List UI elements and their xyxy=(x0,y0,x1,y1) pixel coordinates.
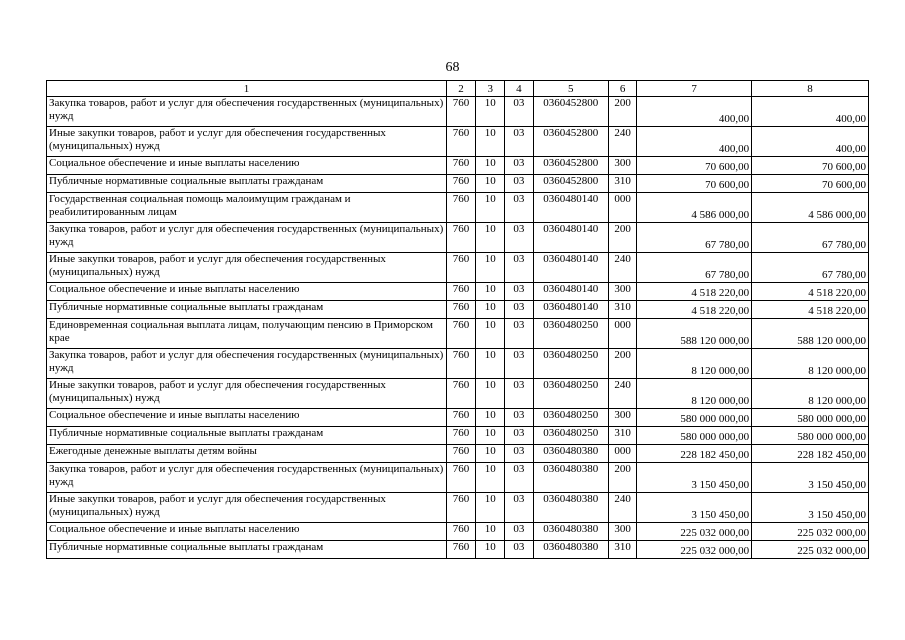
row-subsection-cell: 10 xyxy=(476,223,505,253)
row-section-cell: 760 xyxy=(446,193,475,223)
row-target-cell: 0360480380 xyxy=(533,493,609,523)
row-amount-col8-cell: 70 600,00 xyxy=(752,157,869,175)
row-type-cell: 000 xyxy=(609,319,637,349)
row-amount-col7-cell: 4 518 220,00 xyxy=(637,301,752,319)
table-row xyxy=(47,493,869,523)
row-section-cell: 760 xyxy=(446,379,475,409)
row-subsection-cell: 10 xyxy=(476,409,505,427)
row-code-cell: 03 xyxy=(505,319,533,349)
row-subsection-cell: 10 xyxy=(476,523,505,541)
row-name-cell: Социальное обеспечение и иные выплаты населению xyxy=(47,523,447,541)
row-target-cell: 0360480140 xyxy=(533,253,609,283)
row-section-cell: 760 xyxy=(446,523,475,541)
row-amount-col7-cell: 400,00 xyxy=(637,97,752,127)
header-col-7: 7 xyxy=(637,81,752,97)
row-name-cell: Государственная социальная помощь малоимущим гражданам и реабилитированным лицам xyxy=(47,193,447,223)
header-col-8: 8 xyxy=(752,81,869,97)
table-row xyxy=(47,253,869,283)
row-name-cell: Социальное обеспечение и иные выплаты населению xyxy=(47,409,447,427)
row-code-cell: 03 xyxy=(505,97,533,127)
row-amount-col7-cell: 70 600,00 xyxy=(637,157,752,175)
row-name-cell: Закупка товаров, работ и услуг для обеспечения государственных (муниципальных) нужд xyxy=(47,463,447,493)
row-target-cell: 0360452800 xyxy=(533,97,609,127)
row-amount-col7-cell: 588 120 000,00 xyxy=(637,319,752,349)
table-row xyxy=(47,427,869,445)
row-subsection-cell: 10 xyxy=(476,541,505,559)
row-name-cell: Публичные нормативные социальные выплаты гражданам xyxy=(47,541,447,559)
row-amount-col8-cell: 4 518 220,00 xyxy=(752,301,869,319)
row-amount-col7-cell: 225 032 000,00 xyxy=(637,523,752,541)
row-subsection-cell: 10 xyxy=(476,463,505,493)
row-code-cell: 03 xyxy=(505,223,533,253)
row-amount-col7-cell: 8 120 000,00 xyxy=(637,379,752,409)
row-amount-col8-cell: 588 120 000,00 xyxy=(752,319,869,349)
row-section-cell: 760 xyxy=(446,301,475,319)
row-amount-col8-cell: 3 150 450,00 xyxy=(752,463,869,493)
row-subsection-cell: 10 xyxy=(476,97,505,127)
row-target-cell: 0360480250 xyxy=(533,349,609,379)
table-body xyxy=(47,97,869,559)
row-amount-col7-cell: 67 780,00 xyxy=(637,253,752,283)
row-code-cell: 03 xyxy=(505,445,533,463)
row-amount-col8-cell: 67 780,00 xyxy=(752,253,869,283)
table-row xyxy=(47,409,869,427)
row-type-cell: 310 xyxy=(609,541,637,559)
row-amount-col7-cell: 4 518 220,00 xyxy=(637,283,752,301)
row-code-cell: 03 xyxy=(505,175,533,193)
row-section-cell: 760 xyxy=(446,427,475,445)
row-subsection-cell: 10 xyxy=(476,319,505,349)
table-row xyxy=(47,523,869,541)
row-type-cell: 200 xyxy=(609,223,637,253)
header-col-2: 2 xyxy=(446,81,475,97)
row-target-cell: 0360480250 xyxy=(533,379,609,409)
table-row xyxy=(47,175,869,193)
row-subsection-cell: 10 xyxy=(476,283,505,301)
table-row xyxy=(47,301,869,319)
row-code-cell: 03 xyxy=(505,283,533,301)
row-amount-col8-cell: 8 120 000,00 xyxy=(752,379,869,409)
row-section-cell: 760 xyxy=(446,97,475,127)
row-subsection-cell: 10 xyxy=(476,175,505,193)
row-type-cell: 000 xyxy=(609,193,637,223)
row-code-cell: 03 xyxy=(505,493,533,523)
row-code-cell: 03 xyxy=(505,523,533,541)
row-name-cell: Социальное обеспечение и иные выплаты населению xyxy=(47,157,447,175)
row-target-cell: 0360480380 xyxy=(533,445,609,463)
table-row xyxy=(47,127,869,157)
row-amount-col7-cell: 3 150 450,00 xyxy=(637,493,752,523)
table-row xyxy=(47,97,869,127)
row-amount-col7-cell: 580 000 000,00 xyxy=(637,427,752,445)
row-amount-col8-cell: 400,00 xyxy=(752,97,869,127)
header-row xyxy=(47,81,869,97)
row-name-cell: Публичные нормативные социальные выплаты гражданам xyxy=(47,427,447,445)
row-subsection-cell: 10 xyxy=(476,253,505,283)
row-name-cell: Иные закупки товаров, работ и услуг для обеспечения государственных (муниципальных) нужд xyxy=(47,493,447,523)
table-row xyxy=(47,349,869,379)
row-section-cell: 760 xyxy=(446,445,475,463)
row-section-cell: 760 xyxy=(446,463,475,493)
row-amount-col8-cell: 67 780,00 xyxy=(752,223,869,253)
row-subsection-cell: 10 xyxy=(476,193,505,223)
row-target-cell: 0360480140 xyxy=(533,283,609,301)
page-number: 68 xyxy=(445,60,460,75)
row-section-cell: 760 xyxy=(446,409,475,427)
row-amount-col7-cell: 228 182 450,00 xyxy=(637,445,752,463)
row-target-cell: 0360480140 xyxy=(533,223,609,253)
row-amount-col7-cell: 4 586 000,00 xyxy=(637,193,752,223)
row-type-cell: 300 xyxy=(609,157,637,175)
row-code-cell: 03 xyxy=(505,409,533,427)
row-name-cell: Иные закупки товаров, работ и услуг для обеспечения государственных (муниципальных) нужд xyxy=(47,253,447,283)
row-target-cell: 0360480380 xyxy=(533,463,609,493)
row-target-cell: 0360480380 xyxy=(533,523,609,541)
table-row xyxy=(47,379,869,409)
header-col-1: 1 xyxy=(47,81,447,97)
header-col-5: 5 xyxy=(533,81,609,97)
row-type-cell: 310 xyxy=(609,427,637,445)
table-row xyxy=(47,445,869,463)
row-type-cell: 200 xyxy=(609,97,637,127)
row-section-cell: 760 xyxy=(446,493,475,523)
row-type-cell: 240 xyxy=(609,493,637,523)
table-row xyxy=(47,193,869,223)
row-subsection-cell: 10 xyxy=(476,349,505,379)
budget-table xyxy=(46,80,869,559)
row-section-cell: 760 xyxy=(446,223,475,253)
row-amount-col8-cell: 3 150 450,00 xyxy=(752,493,869,523)
row-amount-col7-cell: 67 780,00 xyxy=(637,223,752,253)
row-amount-col7-cell: 3 150 450,00 xyxy=(637,463,752,493)
row-section-cell: 760 xyxy=(446,127,475,157)
row-code-cell: 03 xyxy=(505,301,533,319)
row-name-cell: Публичные нормативные социальные выплаты гражданам xyxy=(47,301,447,319)
row-amount-col8-cell: 580 000 000,00 xyxy=(752,409,869,427)
table-row xyxy=(47,319,869,349)
row-subsection-cell: 10 xyxy=(476,445,505,463)
row-type-cell: 200 xyxy=(609,349,637,379)
row-type-cell: 310 xyxy=(609,175,637,193)
row-name-cell: Закупка товаров, работ и услуг для обеспечения государственных (муниципальных) нужд xyxy=(47,223,447,253)
row-amount-col8-cell: 70 600,00 xyxy=(752,175,869,193)
row-type-cell: 310 xyxy=(609,301,637,319)
row-amount-col8-cell: 4 586 000,00 xyxy=(752,193,869,223)
row-subsection-cell: 10 xyxy=(476,493,505,523)
table-header xyxy=(47,81,869,97)
row-target-cell: 0360480250 xyxy=(533,427,609,445)
row-code-cell: 03 xyxy=(505,253,533,283)
row-name-cell: Единовременная социальная выплата лицам, получающим пенсию в Приморском крае xyxy=(47,319,447,349)
row-target-cell: 0360452800 xyxy=(533,127,609,157)
row-code-cell: 03 xyxy=(505,427,533,445)
row-name-cell: Ежегодные денежные выплаты детям войны xyxy=(47,445,447,463)
row-amount-col7-cell: 225 032 000,00 xyxy=(637,541,752,559)
row-code-cell: 03 xyxy=(505,193,533,223)
row-subsection-cell: 10 xyxy=(476,379,505,409)
row-name-cell: Закупка товаров, работ и услуг для обеспечения государственных (муниципальных) нужд xyxy=(47,349,447,379)
row-amount-col8-cell: 8 120 000,00 xyxy=(752,349,869,379)
row-type-cell: 200 xyxy=(609,463,637,493)
row-type-cell: 300 xyxy=(609,409,637,427)
row-target-cell: 0360480140 xyxy=(533,301,609,319)
table-row xyxy=(47,157,869,175)
row-name-cell: Публичные нормативные социальные выплаты гражданам xyxy=(47,175,447,193)
row-name-cell: Иные закупки товаров, работ и услуг для обеспечения государственных (муниципальных) нужд xyxy=(47,127,447,157)
row-amount-col7-cell: 8 120 000,00 xyxy=(637,349,752,379)
row-section-cell: 760 xyxy=(446,319,475,349)
row-target-cell: 0360480250 xyxy=(533,319,609,349)
header-col-4: 4 xyxy=(505,81,533,97)
header-col-6: 6 xyxy=(609,81,637,97)
row-amount-col8-cell: 225 032 000,00 xyxy=(752,523,869,541)
row-section-cell: 760 xyxy=(446,253,475,283)
row-section-cell: 760 xyxy=(446,175,475,193)
row-section-cell: 760 xyxy=(446,349,475,379)
row-amount-col8-cell: 580 000 000,00 xyxy=(752,427,869,445)
row-target-cell: 0360480380 xyxy=(533,541,609,559)
row-name-cell: Иные закупки товаров, работ и услуг для обеспечения государственных (муниципальных) нужд xyxy=(47,379,447,409)
row-name-cell: Закупка товаров, работ и услуг для обеспечения государственных (муниципальных) нужд xyxy=(47,97,447,127)
row-type-cell: 300 xyxy=(609,283,637,301)
row-subsection-cell: 10 xyxy=(476,301,505,319)
row-section-cell: 760 xyxy=(446,541,475,559)
row-target-cell: 0360452800 xyxy=(533,175,609,193)
table-row xyxy=(47,283,869,301)
row-section-cell: 760 xyxy=(446,283,475,301)
row-code-cell: 03 xyxy=(505,379,533,409)
row-amount-col7-cell: 580 000 000,00 xyxy=(637,409,752,427)
row-type-cell: 240 xyxy=(609,127,637,157)
row-code-cell: 03 xyxy=(505,541,533,559)
row-target-cell: 0360480140 xyxy=(533,193,609,223)
row-code-cell: 03 xyxy=(505,463,533,493)
row-amount-col8-cell: 4 518 220,00 xyxy=(752,283,869,301)
row-section-cell: 760 xyxy=(446,157,475,175)
row-subsection-cell: 10 xyxy=(476,127,505,157)
row-subsection-cell: 10 xyxy=(476,157,505,175)
row-target-cell: 0360480250 xyxy=(533,409,609,427)
row-code-cell: 03 xyxy=(505,349,533,379)
table-row xyxy=(47,463,869,493)
row-code-cell: 03 xyxy=(505,127,533,157)
header-col-3: 3 xyxy=(476,81,505,97)
row-amount-col7-cell: 70 600,00 xyxy=(637,175,752,193)
row-amount-col8-cell: 228 182 450,00 xyxy=(752,445,869,463)
row-amount-col8-cell: 400,00 xyxy=(752,127,869,157)
row-name-cell: Социальное обеспечение и иные выплаты населению xyxy=(47,283,447,301)
table-row xyxy=(47,541,869,559)
row-type-cell: 240 xyxy=(609,253,637,283)
row-target-cell: 0360452800 xyxy=(533,157,609,175)
row-code-cell: 03 xyxy=(505,157,533,175)
row-type-cell: 240 xyxy=(609,379,637,409)
row-subsection-cell: 10 xyxy=(476,427,505,445)
row-type-cell: 300 xyxy=(609,523,637,541)
table-row xyxy=(47,223,869,253)
row-type-cell: 000 xyxy=(609,445,637,463)
row-amount-col7-cell: 400,00 xyxy=(637,127,752,157)
row-amount-col8-cell: 225 032 000,00 xyxy=(752,541,869,559)
